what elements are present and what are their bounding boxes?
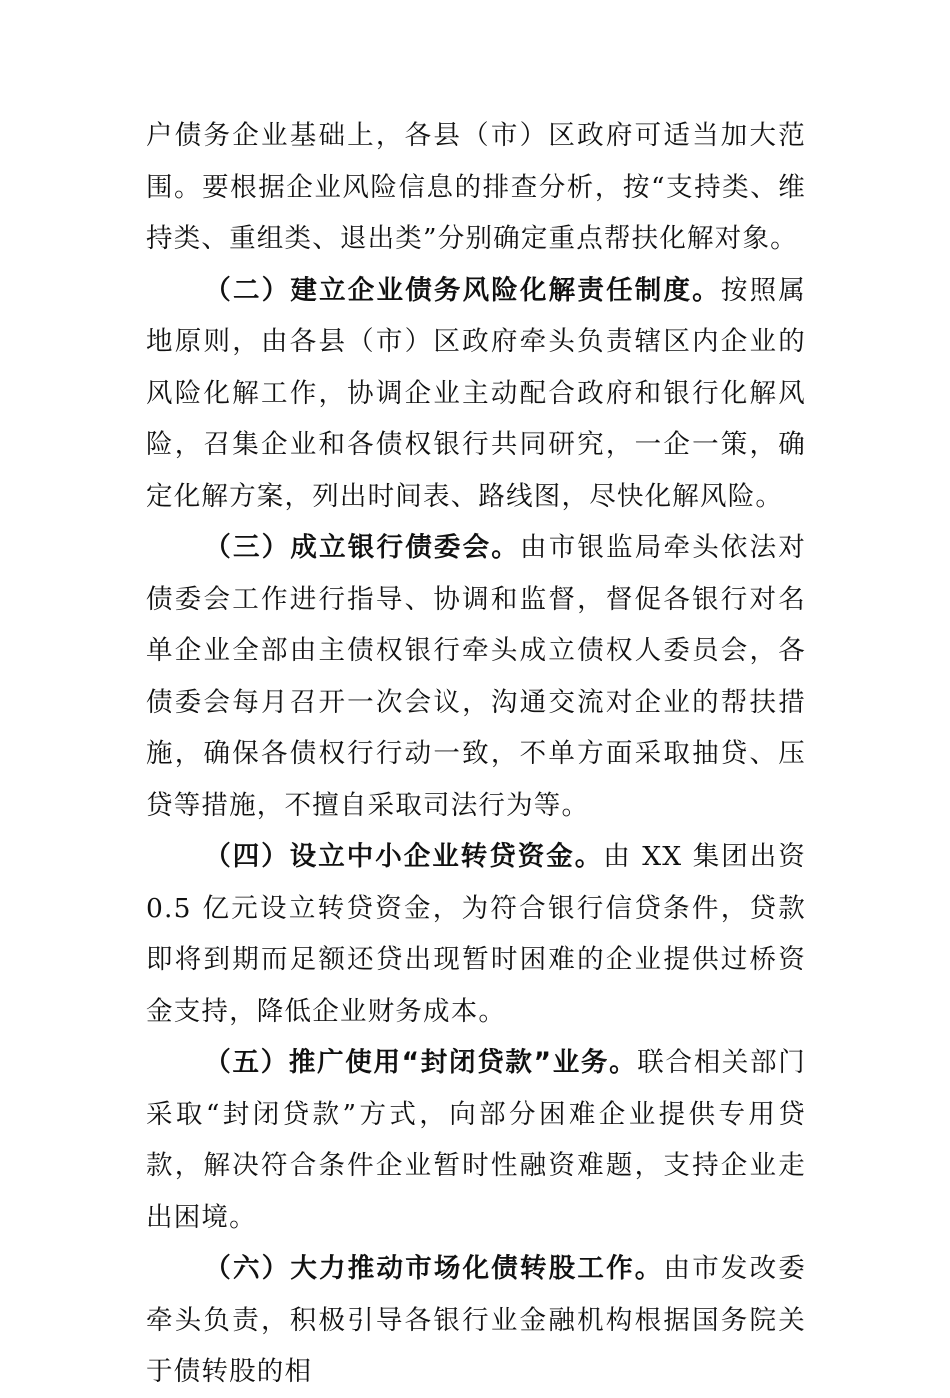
paragraph-continuation xyxy=(146,110,806,265)
paragraph-text: 按照属地原则，由各县（市）区政府牵头负责辖区内企业的风险化解工作，协调企业主动配合政府和银行化解风险，召集企业和各债权银行共同研究，一企一策，确定化解方案，列出时间表、路线图，尽快化解风险。 xyxy=(146,274,806,512)
section-heading: （二）建立企业债务风险化解责任制度。 xyxy=(204,274,721,306)
document-body xyxy=(146,110,806,1398)
section-heading: （五）推广使用“封闭贷款”业务。 xyxy=(204,1047,638,1078)
paragraph-text: 由 XX 集团出资 0.5 亿元设立转贷资金，为符合银行信贷条件，贷款即将到期而足额还贷出现暂时困难的企业提供过桥资金支持，降低企业财务成本。 xyxy=(146,841,806,1027)
paragraph-text: 户债务企业基础上，各县（市）区政府可适当加大范围。要根据企业风险信息的排查分析，按“支持类、维持类、重组类、退出类”分别确定重点帮扶化解对象。 xyxy=(146,120,806,254)
paragraph-text: 由市发改委牵头负责，积极引导各银行业金融机构根据国务院关于债转股的相 xyxy=(146,1253,806,1387)
paragraph-section-6 xyxy=(146,1243,806,1398)
section-heading: （四）设立中小企业转贷资金。 xyxy=(204,841,604,872)
section-heading: （三）成立银行债委会。 xyxy=(204,532,520,563)
paragraph-text: 由市银监局牵头依法对债委会工作进行指导、协调和监督，督促各银行对名单企业全部由主债权银行牵头成立债权人委员会，各债委会每月召开一次会议，沟通交流对企业的帮扶措施，确保各债权行行动一致，不单方面采取抽贷、压贷等措施，不擅自采取司法行为等。 xyxy=(146,532,806,821)
paragraph-text: 联合相关部门采取“封闭贷款”方式，向部分困难企业提供专用贷款，解决符合条件企业暂时性融资难题，支持企业走出困境。 xyxy=(146,1047,806,1233)
paragraph-section-5 xyxy=(146,1037,806,1243)
paragraph-section-3 xyxy=(146,522,806,831)
paragraph-section-2 xyxy=(146,265,806,523)
paragraph-section-4 xyxy=(146,831,806,1037)
section-heading: （六）大力推动市场化债转股工作。 xyxy=(204,1253,664,1284)
